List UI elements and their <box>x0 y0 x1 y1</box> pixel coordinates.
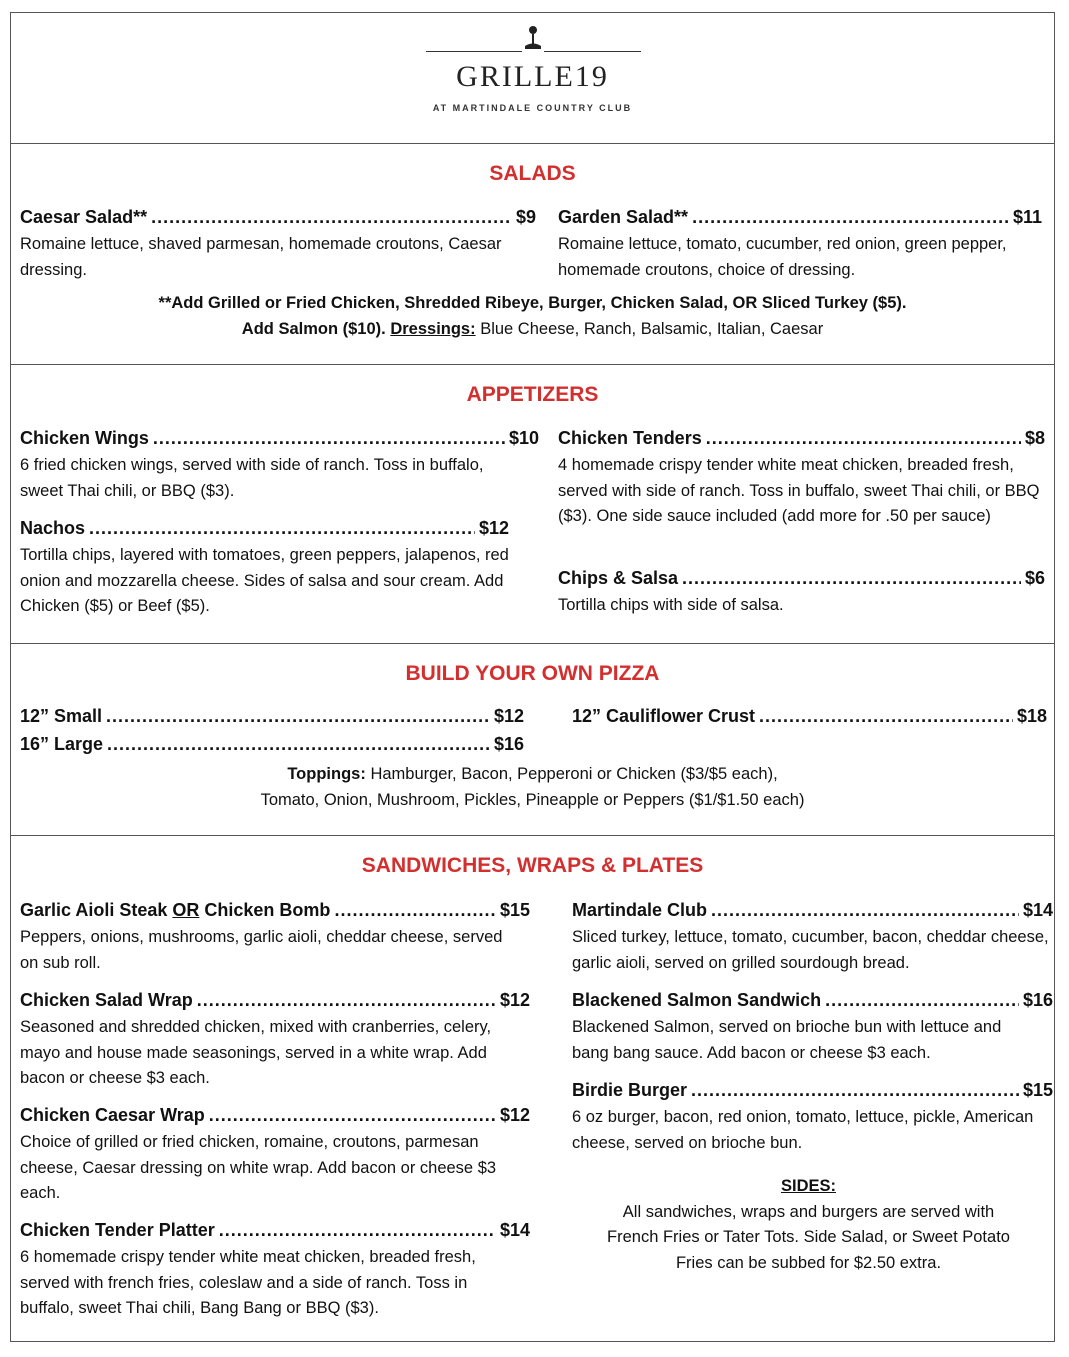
dot-leader <box>682 568 1021 589</box>
dot-leader <box>107 734 490 755</box>
item-name: Birdie Burger <box>572 1080 688 1100</box>
dot-leader <box>151 207 512 228</box>
item-name: Chicken Tenders <box>558 428 702 448</box>
item-description: Romaine lettuce, tomato, cucumber, red onion, green pepper, homemade croutons, choice of dressing. <box>558 235 1007 279</box>
dressings-label: Dressings: <box>390 320 476 338</box>
salads-section <box>11 143 1054 364</box>
item-description: Sliced turkey, lettuce, tomato, cucumber, bacon, cheddar cheese, garlic aioli, served on grilled sourdough bread. <box>572 928 1049 972</box>
item-price: $15 <box>499 900 530 920</box>
pizza-section <box>11 643 1054 835</box>
item-name: Martindale Club <box>572 900 708 920</box>
logo-rule-right <box>544 51 641 52</box>
sandwiches-title: SANDWICHES, WRAPS & PLATES <box>361 854 704 877</box>
menu-item-blackened-salmon <box>572 990 1053 1011</box>
item-price: $14 <box>1022 900 1053 920</box>
dot-leader <box>692 207 1009 228</box>
item-description: Seasoned and shredded chicken, mixed with cranberries, celery, mayo and house made seasonings, served in a white wrap. Add bacon or cheese $3 each. <box>20 1018 492 1087</box>
dot-leader <box>209 1105 496 1126</box>
dot-leader <box>219 1220 496 1241</box>
item-name: Chips & Salsa <box>558 568 679 588</box>
item-name: Chicken Tender Platter <box>20 1220 215 1240</box>
item-name-part-a: Garlic Aioli Steak <box>20 900 173 920</box>
sides-line-1: All sandwiches, wraps and burgers are served with <box>622 1202 995 1221</box>
item-price: $12 <box>499 990 530 1010</box>
menu-header <box>11 13 1054 143</box>
appetizers-section <box>11 364 1054 643</box>
menu-item-chicken-salad-wrap <box>20 990 530 1011</box>
dot-leader <box>106 706 490 727</box>
menu-item-chicken-wings <box>20 428 539 449</box>
menu-item-steak-chicken-bomb <box>20 900 530 921</box>
item-name: Chicken Wings <box>20 428 149 448</box>
logo-rule-left <box>426 51 522 52</box>
menu-item-large-pizza <box>20 734 524 755</box>
item-price: $16 <box>493 734 524 754</box>
menu-item-caesar-salad <box>20 207 536 228</box>
menu-item-martindale-club <box>572 900 1053 921</box>
item-name: Caesar Salad** <box>20 207 148 227</box>
menu-item-nachos <box>20 518 509 539</box>
item-description: Tortilla chips with side of salsa. <box>558 596 784 614</box>
dot-leader <box>706 428 1021 449</box>
dressings-list: Blue Cheese, Ranch, Balsamic, Italian, Caesar <box>480 320 824 338</box>
sides-line-2: French Fries or Tater Tots. Side Salad, or Sweet Potato <box>607 1228 1010 1246</box>
item-description: Choice of grilled or fried chicken, romaine, croutons, parmesan cheese, Caesar dressing on white wrap. Add bacon or cheese $3 each. <box>20 1133 497 1202</box>
menu-item-cauliflower-pizza <box>572 706 1047 727</box>
salads-title: SALADS <box>489 162 576 185</box>
addons-line: **Add Grilled or Fried Chicken, Shredded Ribeye, Burger, Chicken Salad, OR Sliced Turkey ($5). <box>158 294 907 312</box>
brand-name: GRILLE19 <box>456 60 609 93</box>
sides-line-3: Fries can be subbed for $2.50 extra. <box>675 1253 942 1272</box>
item-description: 4 homemade crispy tender white meat chicken, breaded fresh, served with side of ranch. Toss in buffalo, sweet Thai chili, or BBQ ($3). One side sauce included (add more for .50 per sauce) <box>558 456 1040 525</box>
item-description: Peppers, onions, mushrooms, garlic aioli, cheddar cheese, served on sub roll. <box>20 928 503 972</box>
dot-leader <box>334 900 496 921</box>
item-name <box>20 900 330 921</box>
item-description: 6 fried chicken wings, served with side of ranch. Toss in buffalo, sweet Thai chili, or BBQ ($3). <box>20 456 484 500</box>
item-price: $16 <box>1022 990 1053 1010</box>
item-price: $18 <box>1016 706 1047 726</box>
dot-leader <box>691 1080 1019 1101</box>
menu-item-chicken-caesar-wrap <box>20 1105 530 1126</box>
sandwiches-section <box>11 835 1054 1341</box>
item-name: 12” Small <box>20 706 103 726</box>
dot-leader <box>711 900 1019 921</box>
menu-item-chicken-tender-platter <box>20 1220 530 1241</box>
dot-leader <box>759 706 1013 727</box>
item-price: $14 <box>499 1220 530 1240</box>
appetizers-title: APPETIZERS <box>466 383 599 406</box>
menu-item-garden-salad <box>558 207 1042 228</box>
item-price: $9 <box>515 207 536 227</box>
item-price: $12 <box>493 706 524 726</box>
menu-item-birdie-burger <box>572 1080 1053 1101</box>
item-price: $10 <box>508 428 539 448</box>
sides-title: SIDES: <box>780 1177 836 1195</box>
menu-item-small-pizza <box>20 706 524 727</box>
item-price: $15 <box>1022 1080 1053 1100</box>
toppings-line-2: Tomato, Onion, Mushroom, Pickles, Pineapple or Peppers ($1/$1.50 each) <box>260 791 805 809</box>
item-price: $6 <box>1024 568 1045 588</box>
item-name: 16” Large <box>20 734 104 754</box>
golf-tee-icon <box>522 25 544 51</box>
sides-note <box>561 1174 1056 1276</box>
salmon-addon: Add Salmon ($10). <box>241 320 386 338</box>
item-name: Garden Salad** <box>558 207 689 227</box>
item-description: Romaine lettuce, shaved parmesan, homemade croutons, Caesar dressing. <box>20 235 502 279</box>
toppings-line-1 <box>11 761 1054 787</box>
salad-addons-note <box>11 290 1054 342</box>
item-name: Chicken Caesar Wrap <box>20 1105 205 1125</box>
menu-item-chicken-tenders <box>558 428 1045 449</box>
dot-leader <box>825 990 1019 1011</box>
menu-item-chips-salsa <box>558 568 1045 589</box>
brand-subtitle: AT MARTINDALE COUNTRY CLUB <box>432 103 633 113</box>
item-name-part-b: Chicken Bomb <box>199 900 331 920</box>
dot-leader <box>153 428 505 449</box>
item-name: Blackened Salmon Sandwich <box>572 990 822 1010</box>
pizza-title: BUILD YOUR OWN PIZZA <box>405 662 660 685</box>
menu-frame <box>10 12 1055 1342</box>
pizza-toppings-note <box>11 761 1054 813</box>
dressings-line <box>11 316 1054 342</box>
item-name: 12” Cauliflower Crust <box>572 706 756 726</box>
item-name: Chicken Salad Wrap <box>20 990 193 1010</box>
item-price: $12 <box>499 1105 530 1125</box>
item-price: $11 <box>1012 207 1042 227</box>
dot-leader <box>197 990 496 1011</box>
item-name: Nachos <box>20 518 86 538</box>
item-description: Blackened Salmon, served on brioche bun with lettuce and bang bang sauce. Add bacon or cheese $3 each. <box>572 1018 1002 1062</box>
item-price: $8 <box>1024 428 1045 448</box>
dot-leader <box>89 518 475 539</box>
item-price: $12 <box>478 518 509 538</box>
toppings-list-1: Hamburger, Bacon, Pepperoni or Chicken ($3/$5 each), <box>370 765 778 783</box>
item-description: 6 oz burger, bacon, red onion, tomato, lettuce, pickle, American cheese, served on brioche bun. <box>572 1108 1034 1152</box>
item-description: Tortilla chips, layered with tomatoes, green peppers, jalapenos, red onion and mozzarella cheese. Sides of salsa and sour cream. Add Chicken ($5) or Beef ($5). <box>20 546 509 615</box>
item-description: 6 homemade crispy tender white meat chicken, breaded fresh, served with french fries, coleslaw and a side of ranch. Toss in buffalo, sweet Thai chili, Bang Bang or BBQ ($3). <box>20 1248 476 1317</box>
toppings-label: Toppings: <box>287 765 366 783</box>
item-name-or: OR <box>172 900 200 920</box>
